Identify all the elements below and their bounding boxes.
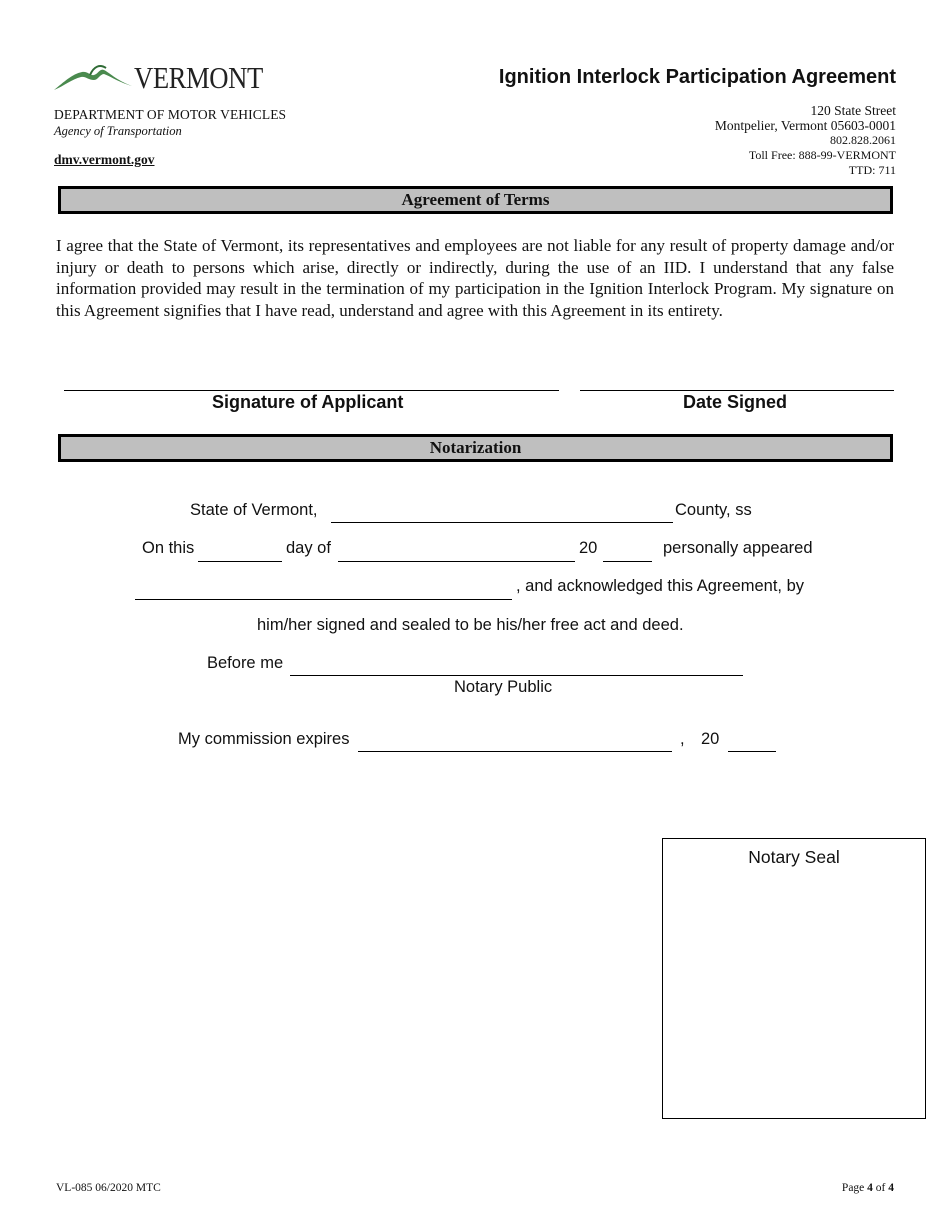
commission-date-field[interactable]: [358, 751, 672, 752]
address-toll-free: Toll Free: 888-99-VERMONT: [748, 148, 896, 162]
address-block: [715, 103, 896, 178]
appearer-name-field[interactable]: [135, 599, 512, 600]
county-label: County, ss: [675, 501, 752, 519]
vermont-logo: [54, 60, 274, 96]
address-phone: 802.828.2061: [830, 133, 896, 147]
address-city: Montpelier, Vermont 05603-0001: [714, 118, 896, 133]
signature-line[interactable]: [64, 390, 559, 391]
day-of-label: day of: [286, 539, 331, 557]
date-signed-label: Date Signed: [683, 392, 788, 412]
notary-seal-box: [662, 838, 926, 1119]
logo-wordmark: VERMONT: [134, 60, 263, 95]
page-prefix: Page: [841, 1182, 868, 1194]
commission-year-field[interactable]: [728, 751, 776, 752]
year-field[interactable]: [603, 561, 652, 562]
terms-body: I agree that the State of Vermont, its representatives and employees are not liable for any result of property damage and/or injury or death to persons which arise, directly or indirectly, during the use of an IID. I understand that any false information provided may result in the termination of my participation in the Ignition Interlock Program. My signature on this Agreement signifies that I have read, understand and agree with this Agreement in its entirety.: [56, 236, 894, 320]
comma-separator: ,: [680, 730, 685, 748]
terms-section-header: Agreement of Terms: [58, 186, 893, 214]
before-me-label: Before me: [207, 654, 284, 672]
personally-appeared-label: personally appeared: [663, 539, 813, 557]
page-number: [842, 1182, 894, 1194]
mountain-logo-icon: [54, 62, 134, 92]
acknowledged-label: , and acknowledged this Agreement, by: [516, 577, 805, 595]
agency-name: Agency of Transportation: [54, 124, 182, 138]
address-street: 120 State Street: [810, 103, 896, 118]
page-total: 4: [888, 1182, 894, 1194]
month-field[interactable]: [338, 561, 575, 562]
department-name: DEPARTMENT OF MOTOR VEHICLES: [54, 107, 287, 122]
address-ttd: TTD: 711: [848, 163, 896, 177]
state-of-vermont-label: State of Vermont,: [190, 501, 318, 519]
page-of: of: [872, 1182, 889, 1194]
county-field[interactable]: [331, 522, 673, 523]
notary-signature-field[interactable]: [290, 675, 743, 676]
notary-seal-label: Notary Seal: [748, 847, 840, 867]
signature-label: Signature of Applicant: [212, 392, 404, 412]
form-title: Ignition Interlock Participation Agreement: [498, 66, 896, 88]
year-prefix-label: 20: [579, 539, 598, 557]
signed-sealed-text: him/her signed and sealed to be his/her free act and deed.: [257, 616, 684, 634]
date-signed-line[interactable]: [580, 390, 894, 391]
notary-public-label: Notary Public: [454, 678, 553, 696]
page-current: 4: [867, 1182, 873, 1194]
website-link[interactable]: dmv.vermont.gov: [54, 152, 155, 167]
notarization-section-header: Notarization: [58, 434, 893, 462]
on-this-label: On this: [142, 539, 195, 557]
form-code: VL-085 06/2020 MTC: [56, 1182, 161, 1194]
day-field[interactable]: [198, 561, 282, 562]
commission-year-prefix: 20: [701, 730, 720, 748]
commission-expires-label: My commission expires: [178, 730, 350, 748]
